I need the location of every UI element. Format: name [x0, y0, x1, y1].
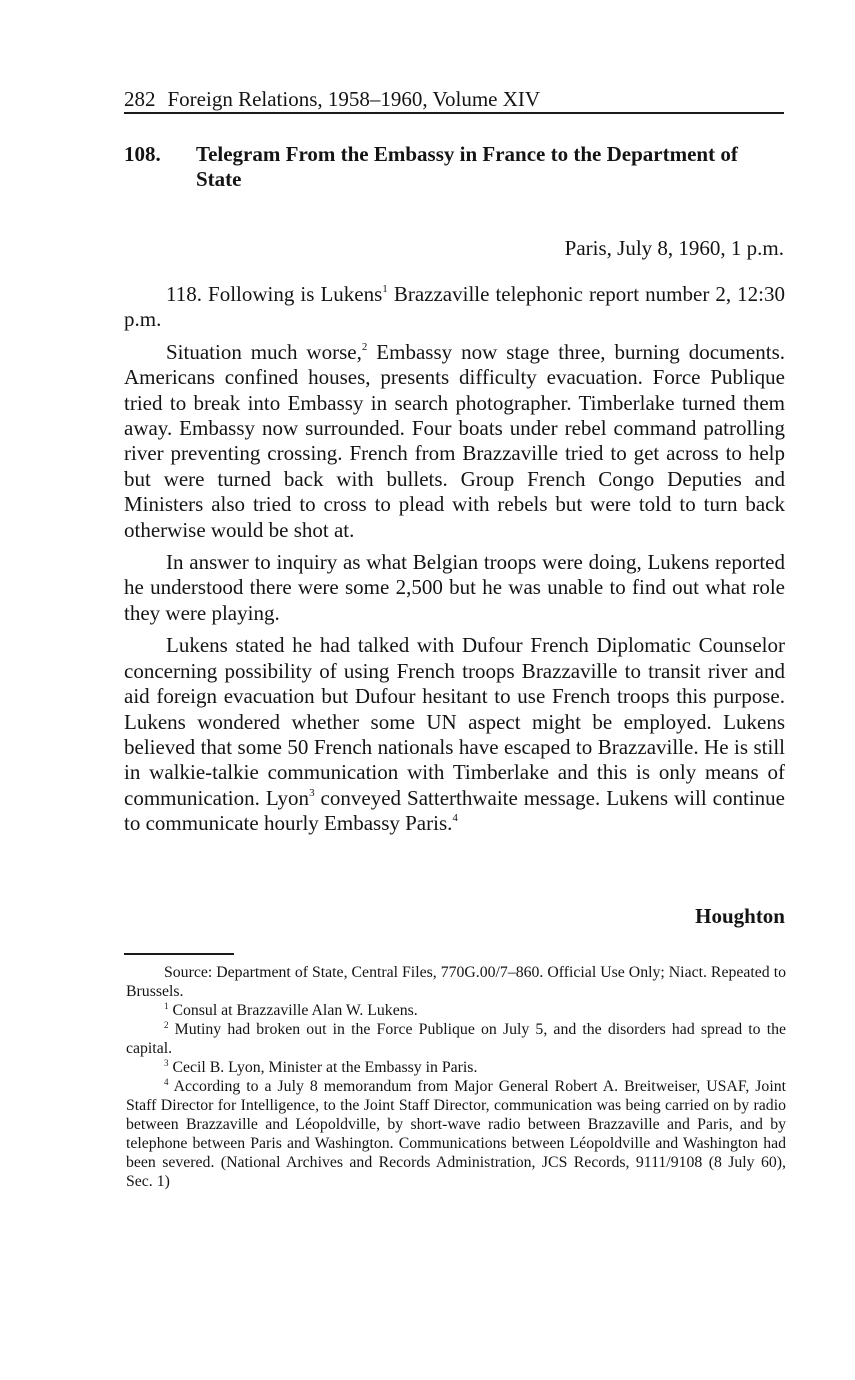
footnote-1: [126, 1001, 786, 1020]
footnote-ref: 1: [382, 283, 388, 295]
footnote-text: According to a July 8 memorandum from Major General Robert A. Breitweiser, USAF, Joint Staff Director for Intelligence, to the Joint Staff Director, communication was being carried on by radio between Brazzaville and Léopoldville, by short-wave radio between Brazzaville and Paris, and by telephone between Paris and Washington. Communications between Léopoldville and Washington had been severed. (National Archives and Records Administration, JCS Records, 9111/9108 (8 July 60), Sec. 1): [126, 1078, 786, 1190]
body-paragraph: [124, 282, 785, 333]
paragraph-text: 118. Following is Lukens: [166, 282, 383, 306]
footnote-mark: 1: [164, 1001, 169, 1011]
footnote-ref: 3: [309, 786, 315, 799]
footnote-mark: 2: [164, 1020, 169, 1030]
page-number: 282: [124, 87, 156, 111]
series-title: Foreign Relations, 1958–1960, Volume XIV: [167, 87, 541, 111]
footnote-text: Consul at Brazzaville Alan W. Lukens.: [172, 1002, 418, 1019]
body-paragraph: [124, 340, 785, 543]
document-body: [124, 282, 785, 844]
footnote-3: [126, 1058, 786, 1077]
dateline: Paris, July 8, 1960, 1 p.m.: [564, 236, 784, 260]
footnote-ref: 2: [361, 340, 368, 353]
paragraph-text: Brazzaville telephonic report number 2, 12:30 p.m.: [124, 282, 785, 332]
paragraph-text: Embassy now stage three, burning documents. Americans confined houses, presents difficulty evacuation. Force Publique tried to break into Embassy in search photographer. Timberlake turned them away. Embassy now surrounded. Four boats under rebel command patrolling river preventing crossing. French from Brazzaville tried to get across to help but were turned back with bullets. Group French Congo Deputies and Ministers also tried to cross to plead with rebels but were told to turn back otherwise would be shot at.: [124, 339, 786, 542]
document-number: 108.: [124, 142, 161, 166]
footnotes: [126, 963, 786, 1191]
body-paragraph: [124, 633, 785, 836]
footnote-source: Source: Department of State, Central Files, 770G.00/7–860. Official Use Only; Niact. Repeated to Brussels.: [126, 964, 786, 1000]
document-title: Telegram From the Embassy in France to the Department of State: [196, 142, 738, 191]
body-paragraph: In answer to inquiry as what Belgian troops were doing, Lukens reported he understood there were some 2,500 but he was unable to find out what role they were playing.: [124, 550, 785, 625]
signature: Houghton: [695, 904, 785, 928]
paragraph-text: conveyed Satterthwaite message. Lukens will continue to communicate hourly Embassy Paris.: [124, 785, 785, 836]
footnote-2: [126, 1020, 786, 1058]
footnote-ref: 4: [452, 812, 458, 825]
footnote-text: Cecil B. Lyon, Minister at the Embassy in Paris.: [172, 1059, 478, 1076]
paragraph-text: Lukens stated he had talked with Dufour French Diplomatic Counselor concerning possibility of using French troops Brazzaville to transit river and aid foreign evacuation but Dufour hesitant to use French troops this purpose. Lukens wondered whether some UN aspect might be employed. Lukens believed that some 50 French nationals have escaped to Brazzaville. He is still in walkie-talkie communication with Timberlake and this is only means of communication. Lyon: [124, 633, 785, 810]
document-heading: [124, 142, 786, 192]
footnote-mark: 4: [164, 1077, 169, 1087]
running-header: [124, 86, 784, 114]
paragraph-text: Situation much worse,: [166, 339, 362, 364]
footnote-4: [126, 1077, 786, 1191]
footnote-divider: [124, 953, 234, 955]
footnote-mark: 3: [164, 1058, 169, 1068]
footnote-text: Mutiny had broken out in the Force Publique on July 5, and the disorders had spread to the capital.: [126, 1021, 786, 1057]
